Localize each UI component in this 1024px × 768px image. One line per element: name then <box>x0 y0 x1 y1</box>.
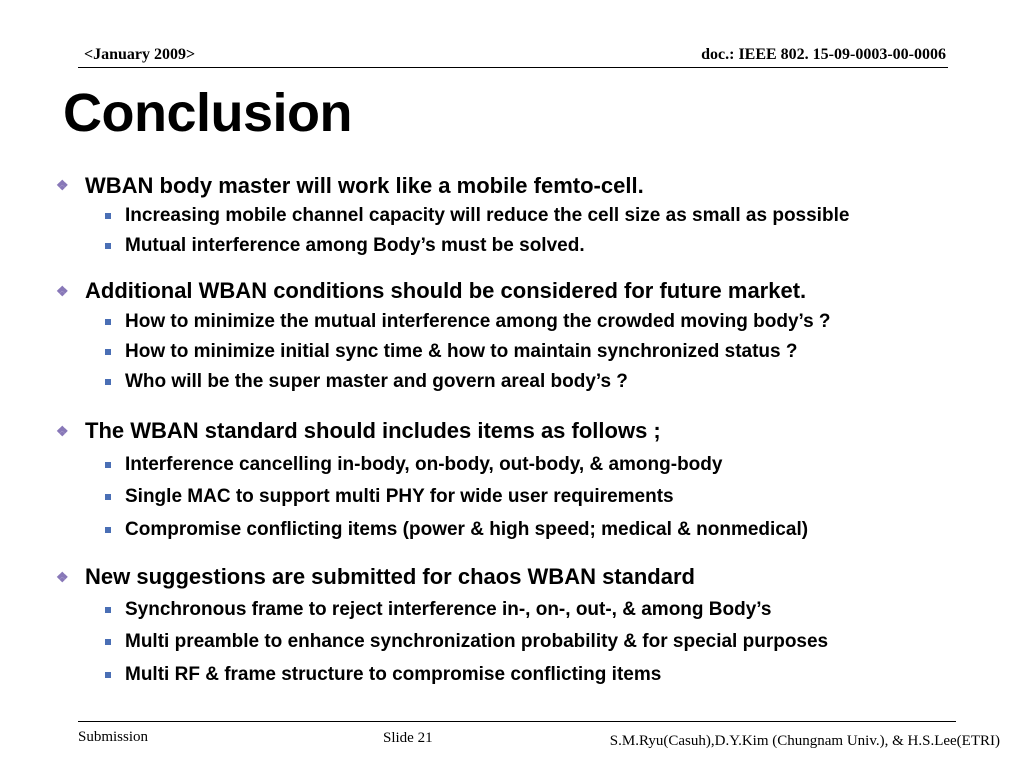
footer-divider <box>78 721 956 722</box>
square-bullet-icon <box>105 607 111 613</box>
slide-number: Slide 21 <box>383 730 433 746</box>
diamond-bullet-icon: ❖ <box>56 423 69 439</box>
diamond-bullet-icon: ❖ <box>56 569 69 585</box>
square-bullet-icon <box>105 462 111 468</box>
square-bullet-icon <box>105 349 111 355</box>
square-bullet-icon <box>105 639 111 645</box>
diamond-bullet-icon: ❖ <box>56 283 69 299</box>
list-item: Increasing mobile channel capacity will reduce the cell size as small as possible <box>125 205 850 226</box>
square-bullet-icon <box>105 379 111 385</box>
list-item: Synchronous frame to reject interference in-, on-, out-, & among Body’s <box>125 599 772 620</box>
slide-title: Conclusion <box>63 83 352 143</box>
list-item: Multi RF & frame structure to compromise conflicting items <box>125 664 662 685</box>
header-doc-id: doc.: IEEE 802. 15-09-0003-00-0006 <box>701 46 946 63</box>
list-item: Who will be the super master and govern areal body’s ? <box>125 371 628 392</box>
square-bullet-icon <box>105 319 111 325</box>
list-item: Interference cancelling in-body, on-body, out-body, & among-body <box>125 454 723 475</box>
diamond-bullet-icon: ❖ <box>56 177 69 193</box>
section-heading: WBAN body master will work like a mobile femto-cell. <box>85 173 644 198</box>
square-bullet-icon <box>105 672 111 678</box>
section-heading: New suggestions are submitted for chaos WBAN standard <box>85 564 695 589</box>
list-item: How to minimize the mutual interference among the crowded moving body’s ? <box>125 311 831 332</box>
section-heading: The WBAN standard should includes items as follows ; <box>85 418 661 443</box>
list-item: Compromise conflicting items (power & high speed; medical & nonmedical) <box>125 519 809 540</box>
section-heading: Additional WBAN conditions should be considered for future market. <box>85 278 807 303</box>
square-bullet-icon <box>105 527 111 533</box>
footer-authors: S.M.Ryu(Casuh),D.Y.Kim (Chungnam Univ.), & H.S.Lee(ETRI) <box>609 733 1000 749</box>
list-item: Mutual interference among Body’s must be solved. <box>125 235 585 256</box>
square-bullet-icon <box>105 494 111 500</box>
square-bullet-icon <box>105 243 111 249</box>
list-item: Single MAC to support multi PHY for wide user requirements <box>125 486 674 507</box>
footer-submission: Submission <box>78 729 149 745</box>
list-item: Multi preamble to enhance synchronization probability & for special purposes <box>125 631 829 652</box>
list-item: How to minimize initial sync time & how to maintain synchronized status ? <box>125 341 798 362</box>
square-bullet-icon <box>105 213 111 219</box>
header-date: <January 2009> <box>84 46 196 63</box>
